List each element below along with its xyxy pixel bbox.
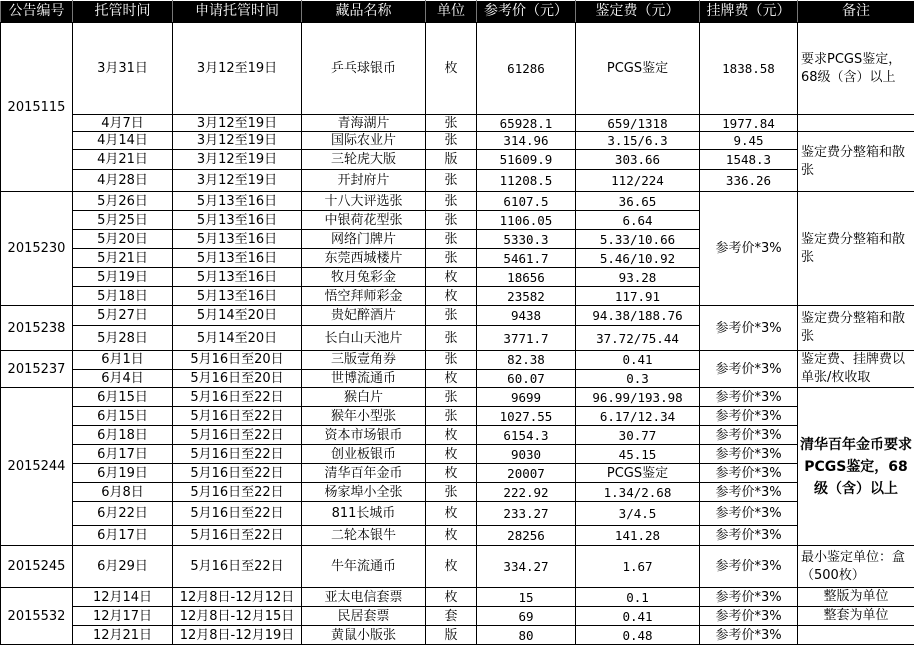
table-row	[1, 192, 914, 211]
reference-price: 6154.3	[477, 426, 576, 445]
appraisal-fee: 1.34/2.68	[576, 483, 700, 502]
announcement-id: 2015230	[1, 192, 73, 306]
item-name: 二轮本银牛	[302, 526, 426, 546]
unit: 张	[426, 170, 477, 192]
appraisal-fee: 3.15/6.3	[576, 132, 700, 150]
custody-date: 6月19日	[73, 464, 173, 483]
header-cell: 公告编号	[1, 1, 73, 23]
unit: 张	[426, 306, 477, 326]
table-row	[1, 502, 914, 526]
listing-fee: 1977.84	[700, 115, 798, 132]
appraisal-fee: 96.99/193.98	[576, 388, 700, 407]
apply-period: 5月13至16日	[173, 192, 302, 211]
unit: 张	[426, 388, 477, 407]
unit: 张	[426, 351, 477, 370]
unit: 枚	[426, 546, 477, 588]
reference-price: 9438	[477, 306, 576, 326]
custody-date: 5月27日	[73, 306, 173, 326]
table-row	[1, 526, 914, 546]
appraisal-fee: 36.65	[576, 192, 700, 211]
reference-price: 20007	[477, 464, 576, 483]
table-row	[1, 170, 914, 192]
unit: 张	[426, 483, 477, 502]
apply-period: 5月16日至22日	[173, 445, 302, 464]
appraisal-fee: 94.38/188.76	[576, 306, 700, 326]
table-row	[1, 388, 914, 407]
remark-empty	[798, 626, 914, 645]
reference-price: 1106.05	[477, 211, 576, 230]
appraisal-fee: 659/1318	[576, 115, 700, 132]
unit: 张	[426, 230, 477, 249]
reference-price: 233.27	[477, 502, 576, 526]
unit: 张	[426, 249, 477, 268]
appraisal-fee: 303.66	[576, 150, 700, 170]
listing-fee: 参考价*3%	[700, 306, 798, 351]
apply-period: 5月16日至22日	[173, 464, 302, 483]
custody-date: 4月7日	[73, 115, 173, 132]
appraisal-fee: 141.28	[576, 526, 700, 546]
listing-fee: 参考价*3%	[700, 426, 798, 445]
appraisal-fee: 0.3	[576, 369, 700, 388]
remark: 鉴定费分整箱和散张	[798, 306, 914, 351]
custody-date: 6月22日	[73, 502, 173, 526]
remark: 整套为单位	[798, 607, 914, 626]
apply-period: 3月12至19日	[173, 132, 302, 150]
item-name: 乒乓球银币	[302, 23, 426, 115]
custody-date: 6月29日	[73, 546, 173, 588]
header-cell: 藏品名称	[302, 1, 426, 23]
reference-price: 69	[477, 607, 576, 626]
appraisal-fee: 6.17/12.34	[576, 407, 700, 426]
appraisal-fee: 30.77	[576, 426, 700, 445]
apply-period: 12月8日-12月19日	[173, 626, 302, 645]
apply-period: 5月13至16日	[173, 230, 302, 249]
item-name: 中银荷花型张	[302, 211, 426, 230]
table-row	[1, 407, 914, 426]
appraisal-fee: 3/4.5	[576, 502, 700, 526]
appraisal-fee: 93.28	[576, 268, 700, 287]
item-name: 三版壹角券	[302, 351, 426, 370]
custody-date: 4月21日	[73, 150, 173, 170]
item-name: 网络门牌片	[302, 230, 426, 249]
remark: 最小鉴定单位：盒（500枚）	[798, 546, 914, 588]
unit: 张	[426, 192, 477, 211]
item-name: 亚太电信套票	[302, 588, 426, 607]
unit: 枚	[426, 502, 477, 526]
appraisal-fee: PCGS鉴定	[576, 23, 700, 115]
item-name: 东莞西城楼片	[302, 249, 426, 268]
reference-price: 9030	[477, 445, 576, 464]
unit: 枚	[426, 526, 477, 546]
appraisal-fee: 1.67	[576, 546, 700, 588]
apply-period: 3月12至19日	[173, 115, 302, 132]
reference-price: 61286	[477, 23, 576, 115]
table-row	[1, 23, 914, 115]
apply-period: 12月8日-12月15日	[173, 607, 302, 626]
apply-period: 5月13至16日	[173, 268, 302, 287]
listing-fee: 参考价*3%	[700, 483, 798, 502]
appraisal-fee: 0.1	[576, 588, 700, 607]
appraisal-fee: 0.41	[576, 607, 700, 626]
appraisal-fee: 37.72/75.44	[576, 326, 700, 351]
reference-price: 15	[477, 588, 576, 607]
item-name: 杨家埠小全张	[302, 483, 426, 502]
custody-date: 5月18日	[73, 287, 173, 306]
apply-period: 12月8日-12月12日	[173, 588, 302, 607]
table-row	[1, 445, 914, 464]
appraisal-fee: 6.64	[576, 211, 700, 230]
custody-date: 12月17日	[73, 607, 173, 626]
reference-price: 6107.5	[477, 192, 576, 211]
remark: 整版为单位	[798, 588, 914, 607]
unit: 枚	[426, 268, 477, 287]
apply-period: 3月12至19日	[173, 150, 302, 170]
appraisal-fee: 45.15	[576, 445, 700, 464]
item-name: 十八大评选张	[302, 192, 426, 211]
custody-date: 6月17日	[73, 445, 173, 464]
header-cell: 参考价（元）	[477, 1, 576, 23]
appraisal-fee: 117.91	[576, 287, 700, 306]
item-name: 黄鼠小版张	[302, 626, 426, 645]
reference-price: 5461.7	[477, 249, 576, 268]
custody-date: 6月17日	[73, 526, 173, 546]
reference-price: 5330.3	[477, 230, 576, 249]
custody-date: 5月19日	[73, 268, 173, 287]
unit: 枚	[426, 445, 477, 464]
table-row	[1, 115, 914, 132]
custody-date: 6月18日	[73, 426, 173, 445]
reference-price: 51609.9	[477, 150, 576, 170]
table-row	[1, 150, 914, 170]
announcement-id: 2015244	[1, 388, 73, 546]
remark: 要求PCGS鉴定，68级（含）以上	[798, 23, 914, 115]
apply-period: 5月14至20日	[173, 306, 302, 326]
item-name: 猴年小型张	[302, 407, 426, 426]
table-row	[1, 546, 914, 588]
appraisal-fee: 5.33/10.66	[576, 230, 700, 249]
item-name: 民居套票	[302, 607, 426, 626]
item-name: 贵妃醉酒片	[302, 306, 426, 326]
unit: 套	[426, 607, 477, 626]
listing-fee: 参考价*3%	[700, 588, 798, 607]
apply-period: 3月12至19日	[173, 23, 302, 115]
custody-date: 5月26日	[73, 192, 173, 211]
table-row	[1, 607, 914, 626]
apply-period: 5月16日至22日	[173, 502, 302, 526]
custody-date: 12月14日	[73, 588, 173, 607]
table-row	[1, 588, 914, 607]
unit: 张	[426, 132, 477, 150]
unit: 枚	[426, 588, 477, 607]
table-row	[1, 426, 914, 445]
item-name: 创业板银币	[302, 445, 426, 464]
unit: 张	[426, 326, 477, 351]
apply-period: 5月16日至22日	[173, 388, 302, 407]
reference-price: 18656	[477, 268, 576, 287]
custody-date: 12月21日	[73, 626, 173, 645]
unit: 张	[426, 115, 477, 132]
listing-fee: 1548.3	[700, 150, 798, 170]
reference-price: 65928.1	[477, 115, 576, 132]
listing-fee: 参考价*3%	[700, 192, 798, 306]
remark: 鉴定费分整箱和散张	[798, 192, 914, 306]
unit: 张	[426, 211, 477, 230]
listing-fee: 1838.58	[700, 23, 798, 115]
unit: 枚	[426, 287, 477, 306]
unit: 枚	[426, 464, 477, 483]
apply-period: 5月16日至22日	[173, 546, 302, 588]
table-row	[1, 132, 914, 150]
reference-price: 222.92	[477, 483, 576, 502]
table-row	[1, 464, 914, 483]
custody-date: 4月14日	[73, 132, 173, 150]
reference-price: 28256	[477, 526, 576, 546]
unit: 版	[426, 150, 477, 170]
listing-fee: 参考价*3%	[700, 607, 798, 626]
item-name: 国际农业片	[302, 132, 426, 150]
item-name: 三轮虎大版	[302, 150, 426, 170]
appraisal-fee: PCGS鉴定	[576, 464, 700, 483]
apply-period: 3月12至19日	[173, 170, 302, 192]
item-name: 牧月兔彩金	[302, 268, 426, 287]
item-name: 悟空拜师彩金	[302, 287, 426, 306]
announcement-id: 2015115	[1, 23, 73, 192]
listing-fee: 参考价*3%	[700, 388, 798, 407]
table-row	[1, 483, 914, 502]
listing-fee: 参考价*3%	[700, 464, 798, 483]
reference-price: 3771.7	[477, 326, 576, 351]
unit: 枚	[426, 426, 477, 445]
reference-price: 9699	[477, 388, 576, 407]
listing-fee: 参考价*3%	[700, 546, 798, 588]
custody-date: 5月20日	[73, 230, 173, 249]
listing-fee: 参考价*3%	[700, 526, 798, 546]
unit: 张	[426, 407, 477, 426]
header-cell: 申请托管时间	[173, 1, 302, 23]
announcement-id: 2015245	[1, 546, 73, 588]
listing-fee: 参考价*3%	[700, 445, 798, 464]
unit: 版	[426, 626, 477, 645]
apply-period: 5月13至16日	[173, 249, 302, 268]
unit: 枚	[426, 369, 477, 388]
custody-date: 5月25日	[73, 211, 173, 230]
apply-period: 5月16日至22日	[173, 407, 302, 426]
custody-date: 6月4日	[73, 369, 173, 388]
announcement-id: 2015238	[1, 306, 73, 351]
custody-date: 5月28日	[73, 326, 173, 351]
apply-period: 5月13至16日	[173, 211, 302, 230]
reference-price: 11208.5	[477, 170, 576, 192]
header-cell: 鉴定费（元）	[576, 1, 700, 23]
apply-period: 5月13至16日	[173, 287, 302, 306]
header-cell: 托管时间	[73, 1, 173, 23]
item-name: 青海湖片	[302, 115, 426, 132]
item-name: 长白山天池片	[302, 326, 426, 351]
announcement-id: 2015532	[1, 588, 73, 645]
apply-period: 5月16日至22日	[173, 483, 302, 502]
appraisal-fee: 5.46/10.92	[576, 249, 700, 268]
remark: 清华百年金币要求PCGS鉴定，68级（含）以上	[798, 388, 914, 546]
custody-date: 5月21日	[73, 249, 173, 268]
header-row	[1, 1, 914, 23]
announcement-id: 2015237	[1, 351, 73, 388]
listing-fee: 9.45	[700, 132, 798, 150]
listing-fee: 336.26	[700, 170, 798, 192]
unit: 枚	[426, 23, 477, 115]
listing-fee: 参考价*3%	[700, 407, 798, 426]
item-name: 开封府片	[302, 170, 426, 192]
reference-price: 23582	[477, 287, 576, 306]
item-name: 资本市场银币	[302, 426, 426, 445]
item-name: 811长城币	[302, 502, 426, 526]
table-row	[1, 626, 914, 645]
table-row	[1, 351, 914, 370]
apply-period: 5月16日至20日	[173, 369, 302, 388]
item-name: 牛年流通币	[302, 546, 426, 588]
custody-date: 4月28日	[73, 170, 173, 192]
custody-date: 3月31日	[73, 23, 173, 115]
item-name: 猴白片	[302, 388, 426, 407]
reference-price: 1027.55	[477, 407, 576, 426]
listing-fee: 参考价*3%	[700, 502, 798, 526]
header-cell: 单位	[426, 1, 477, 23]
reference-price: 82.38	[477, 351, 576, 370]
custody-date: 6月15日	[73, 407, 173, 426]
header-cell: 备注	[798, 1, 914, 23]
header-cell: 挂牌费（元）	[700, 1, 798, 23]
apply-period: 5月16日至20日	[173, 351, 302, 370]
remark-empty	[798, 115, 914, 132]
item-name: 清华百年金币	[302, 464, 426, 483]
reference-price: 80	[477, 626, 576, 645]
custody-date: 6月15日	[73, 388, 173, 407]
apply-period: 5月16日至22日	[173, 526, 302, 546]
apply-period: 5月14至20日	[173, 326, 302, 351]
reference-price: 60.07	[477, 369, 576, 388]
reference-price: 314.96	[477, 132, 576, 150]
reference-price: 334.27	[477, 546, 576, 588]
remark: 鉴定费分整箱和散张	[798, 132, 914, 192]
listing-fee: 参考价*3%	[700, 626, 798, 645]
appraisal-fee: 0.48	[576, 626, 700, 645]
item-name: 世博流通币	[302, 369, 426, 388]
appraisal-fee: 0.41	[576, 351, 700, 370]
remark: 鉴定费、挂牌费以单张/枚收取	[798, 351, 914, 388]
appraisal-fee: 112/224	[576, 170, 700, 192]
custody-date: 6月1日	[73, 351, 173, 370]
table-row	[1, 306, 914, 326]
listing-fee: 参考价*3%	[700, 351, 798, 388]
custody-date: 6月8日	[73, 483, 173, 502]
apply-period: 5月16日至22日	[173, 426, 302, 445]
